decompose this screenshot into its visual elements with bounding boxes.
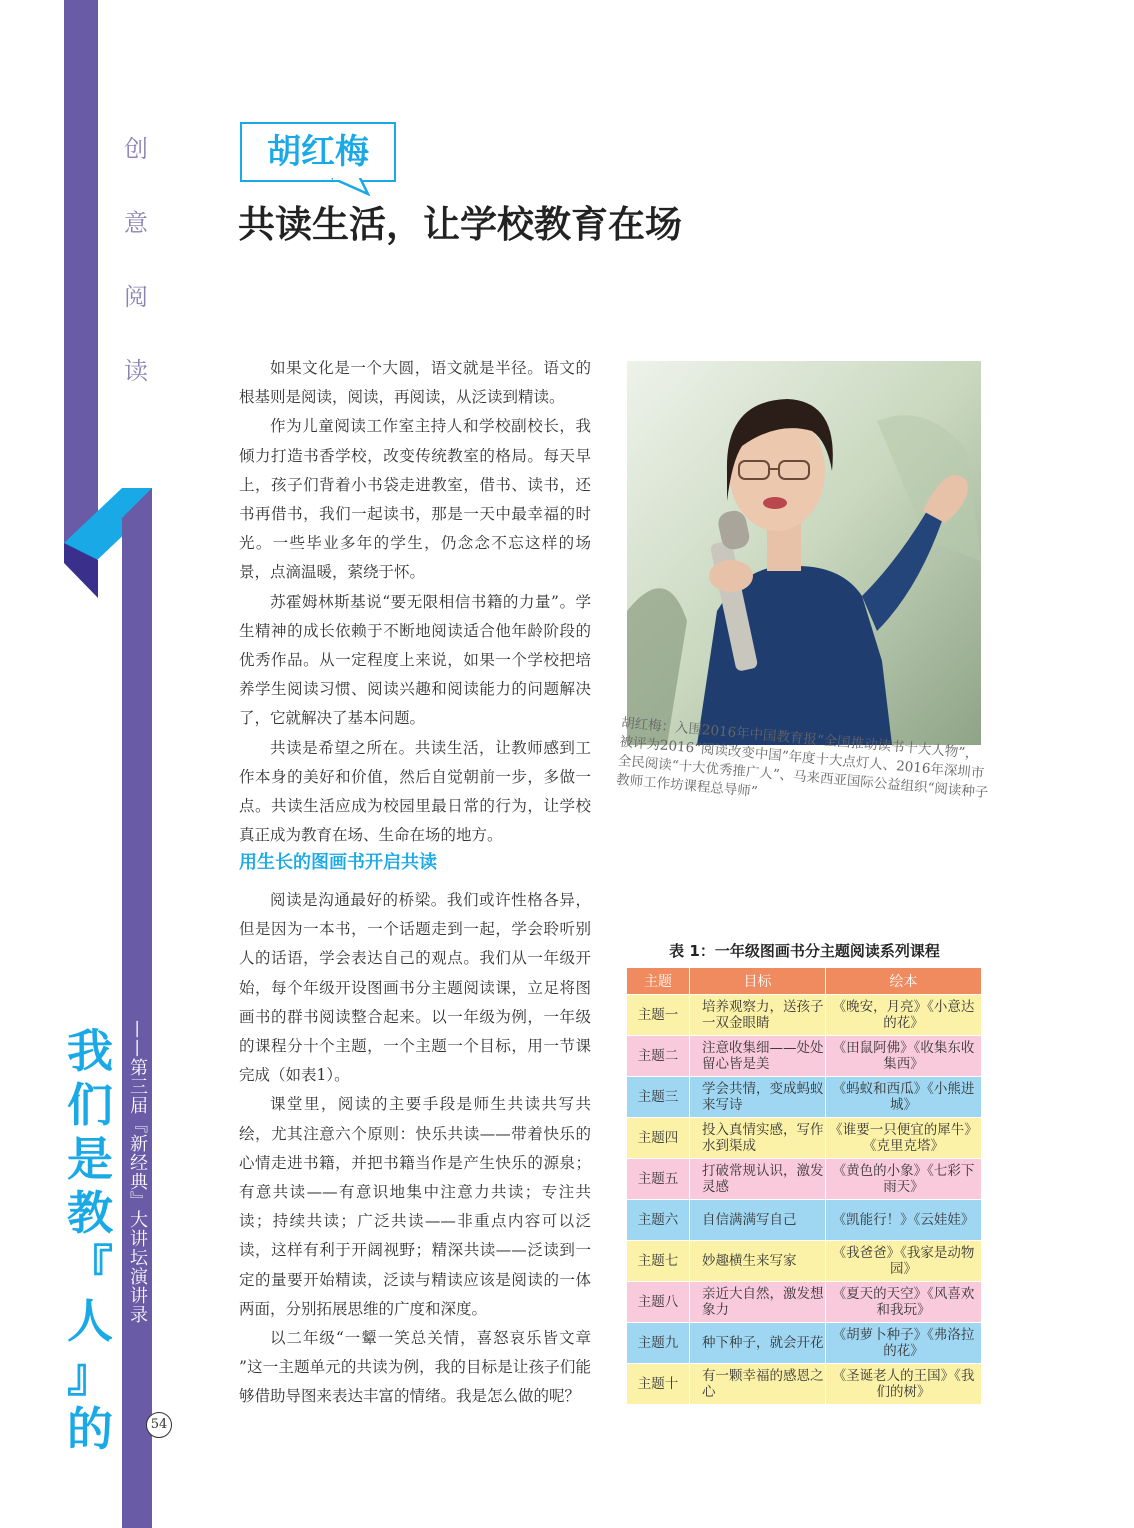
table-cell-theme: 主题九 bbox=[627, 1323, 690, 1364]
article-headline: 共读生活，让学校教育在场 bbox=[238, 203, 682, 246]
table-cell-theme: 主题十 bbox=[627, 1364, 690, 1405]
paragraph: 作为儿童阅读工作室主持人和学校副校长，我倾力打造书香学校，改变传统教室的格局。每天早上，孩子们背着小书袋走进教室，借书、读书，还书再借书，我们一起读书，那是一天中最幸福的时光。一些毕业多年的学生，仍念念不忘这样的场景，点滴温暖，萦绕于怀。 bbox=[239, 417, 591, 582]
section-tag: 读 bbox=[124, 357, 148, 385]
photo-caption: 胡红梅：入围2016年中国教育报“全国推动读书十大人物”，被评为2016“阅读改变中国”年度十大点灯人、2016年深圳市全民阅读“十大优秀推广人”、马来西亚国际公益组织“阅读种子教师工作坊课程总导师” bbox=[615, 714, 989, 802]
table-row bbox=[627, 1364, 982, 1405]
table-title: 表 1：一年级图画书分主题阅读系列课程 bbox=[669, 942, 940, 960]
table-cell-goal: 妙趣横生来写家 bbox=[690, 1241, 826, 1282]
table-cell-theme: 主题六 bbox=[627, 1200, 690, 1241]
section-tags bbox=[118, 112, 154, 408]
table-cell-books: 《圣诞老人的王国》《我们的树》 bbox=[826, 1364, 982, 1405]
paragraph: 共读是希望之所在。共读生活，让教师感到工作本身的美好和价值，然后自觉朝前一步，多做一点。共读生活应成为校园里最日常的行为，让学校真正成为教育在场、生命在场的地方。 bbox=[239, 738, 591, 845]
table-cell-books: 《我爸爸》《我家是动物园》 bbox=[826, 1241, 982, 1282]
ribbon-fold-decoration bbox=[64, 488, 152, 598]
series-title-char: 教 bbox=[67, 1186, 113, 1240]
table-cell-books: 《谁要一只便宜的犀牛》《克里克塔》 bbox=[826, 1118, 982, 1159]
series-title-char: 人 bbox=[67, 1294, 113, 1348]
table-body bbox=[627, 995, 982, 1405]
section-tag: 阅 bbox=[124, 283, 148, 311]
speech-tail-icon bbox=[330, 178, 370, 196]
section-title: 用生长的图画书开启共读 bbox=[239, 852, 437, 873]
left-purple-band-top bbox=[64, 0, 98, 545]
table-row bbox=[627, 995, 982, 1036]
table-row bbox=[627, 1241, 982, 1282]
column-header: 绘本 bbox=[826, 968, 982, 995]
table-header-row bbox=[627, 968, 982, 995]
column-header: 主题 bbox=[627, 968, 690, 995]
table-cell-theme: 主题四 bbox=[627, 1118, 690, 1159]
table-cell-books: 《凯能行！》《云娃娃》 bbox=[826, 1200, 982, 1241]
author-photo bbox=[627, 361, 981, 745]
paragraph: 如果文化是一个大圆，语文就是半径。语文的根基则是阅读，阅读，再阅读，从泛读到精读。 bbox=[239, 359, 591, 407]
series-title-char: 们 bbox=[67, 1078, 113, 1132]
speaker-photo-illustration bbox=[627, 361, 981, 745]
table-row bbox=[627, 1036, 982, 1077]
column-header: 目标 bbox=[690, 968, 826, 995]
section-tag: 创 bbox=[124, 135, 148, 163]
table-row bbox=[627, 1200, 982, 1241]
table-cell-goal: 有一颗幸福的感恩之心 bbox=[690, 1364, 826, 1405]
table-cell-goal: 学会共情，变成蚂蚁来写诗 bbox=[690, 1077, 826, 1118]
paragraph: 阅读是沟通最好的桥梁。我们或许性格各异，但是因为一本书，一个话题走到一起，学会聆听别人的话语，学会表达自己的观点。我们从一年级开始，每个年级开设图画书分主题阅读课，立足将图画书的群书阅读整合起来。以一年级为例，一年级的课程分十个主题，一个主题一个目标，用一节课完成（如表1）。 bbox=[239, 891, 591, 1085]
series-title-char: 』 bbox=[67, 1348, 113, 1402]
series-title-char: 是 bbox=[67, 1132, 113, 1186]
table-cell-books: 《胡萝卜种子》《弗洛拉的花》 bbox=[826, 1323, 982, 1364]
table-cell-books: 《晚安，月亮》《小意达的花》 bbox=[826, 995, 982, 1036]
left-purple-band-bottom bbox=[122, 495, 152, 1528]
series-subtitle: ——第三届『新经典』大讲坛演讲录 bbox=[127, 1020, 148, 1324]
series-title-char: 的 bbox=[67, 1402, 113, 1456]
table-cell-theme: 主题五 bbox=[627, 1159, 690, 1200]
paragraph: 苏霍姆林斯基说“要无限相信书籍的力量”。学生精神的成长依赖于不断地阅读适合他年龄阶段的优秀作品。从一定程度上来说，如果一个学校把培养学生阅读习惯、阅读兴趣和阅读能力的问题解决了，它就解决了基本问题。 bbox=[239, 592, 591, 728]
table-cell-theme: 主题三 bbox=[627, 1077, 690, 1118]
table-cell-theme: 主题一 bbox=[627, 995, 690, 1036]
table-cell-books: 《蚂蚁和西瓜》《小熊进城》 bbox=[826, 1077, 982, 1118]
table-cell-goal: 打破常规认识，激发灵感 bbox=[690, 1159, 826, 1200]
page-number: 54 bbox=[146, 1412, 172, 1438]
table-cell-goal: 投入真情实感，写作水到渠成 bbox=[690, 1118, 826, 1159]
section-column bbox=[239, 886, 591, 1412]
table-cell-goal: 种下种子，就会开花 bbox=[690, 1323, 826, 1364]
intro-column bbox=[239, 354, 591, 850]
table-cell-goal: 注意收集细——处处留心皆是美 bbox=[690, 1036, 826, 1077]
table-row bbox=[627, 1118, 982, 1159]
table-cell-goal: 自信满满写自己 bbox=[690, 1200, 826, 1241]
table-row bbox=[627, 1282, 982, 1323]
table-cell-goal: 亲近大自然，激发想象力 bbox=[690, 1282, 826, 1323]
table-row bbox=[627, 1323, 982, 1364]
table-cell-books: 《夏天的天空》《风喜欢和我玩》 bbox=[826, 1282, 982, 1323]
table-cell-theme: 主题八 bbox=[627, 1282, 690, 1323]
series-title-char: 『 bbox=[67, 1240, 113, 1294]
paragraph: 以二年级“一颦一笑总关情，喜怒哀乐皆文章 ”这一主题单元的共读为例，我的目标是让孩子们能够借助导图来表达丰富的情绪。我是怎么做的呢？ bbox=[239, 1329, 591, 1406]
table-cell-books: 《黄色的小象》《七彩下雨天》 bbox=[826, 1159, 982, 1200]
table-row bbox=[627, 1159, 982, 1200]
reading-course-table bbox=[626, 967, 982, 1405]
table-cell-theme: 主题二 bbox=[627, 1036, 690, 1077]
table-cell-theme: 主题七 bbox=[627, 1241, 690, 1282]
table-row bbox=[627, 1077, 982, 1118]
series-title-char: 我 bbox=[67, 1024, 113, 1078]
series-title bbox=[60, 1024, 120, 1456]
table-cell-goal: 培养观察力，送孩子一双金眼睛 bbox=[690, 995, 826, 1036]
paragraph: 课堂里，阅读的主要手段是师生共读共写共绘，尤其注意六个原则：快乐共读——带着快乐的心情走进书籍，并把书籍当作是产生快乐的源泉；有意共读——有意识地集中注意力共读；专注共读；持续共读；广泛共读——非重点内容可以泛读，这样有利于开阔视野；精深共读——泛读到一定的量要开始精读，泛读与精读应该是阅读的一体两面，分别拓展思维的广度和深度。 bbox=[239, 1095, 591, 1318]
section-tag: 意 bbox=[124, 209, 148, 237]
table-cell-books: 《田鼠阿佛》《收集东收集西》 bbox=[826, 1036, 982, 1077]
author-name-badge: 胡红梅 bbox=[240, 122, 396, 182]
